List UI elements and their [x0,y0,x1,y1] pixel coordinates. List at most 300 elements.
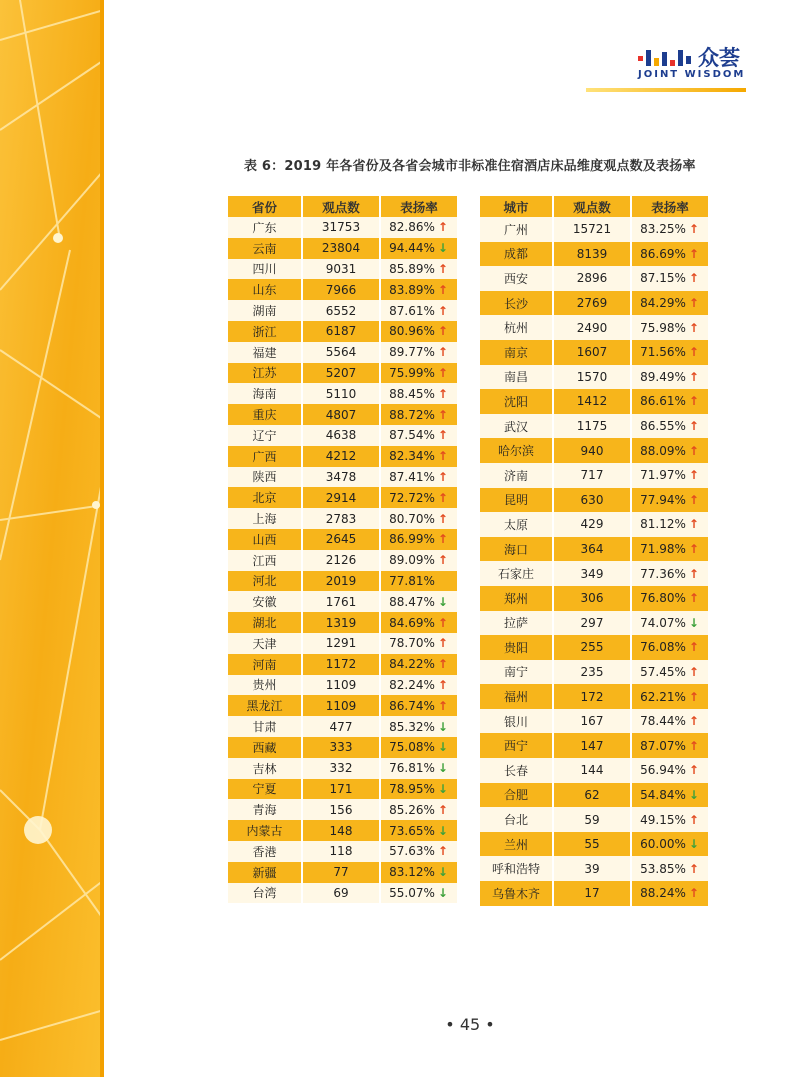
province-count-cell: 7966 [303,279,381,300]
province-row [228,259,457,280]
city-count-cell: 1570 [554,365,632,390]
city-row [480,832,708,857]
province-rate-cell [381,238,457,259]
province-rate-value: 57.63% [389,844,435,859]
province-name-cell: 山西 [228,529,303,550]
province-count-cell: 9031 [303,259,381,280]
arrow-up-icon: ↑ [688,468,699,483]
province-rate-cell [381,654,457,675]
city-count-cell: 15721 [554,217,632,242]
province-rate-cell [381,342,457,363]
city-count-cell: 17 [554,881,632,906]
province-row [228,300,457,321]
province-row [228,467,457,488]
city-row [480,488,708,513]
city-rate-cell [632,611,708,636]
city-header-name: 城市 [480,196,554,217]
arrow-up-icon: ↑ [437,698,448,713]
city-name-cell: 长沙 [480,291,554,316]
city-name-cell: 成都 [480,242,554,267]
province-name-cell: 西藏 [228,737,303,758]
arrow-up-icon: ↑ [437,303,448,318]
province-header-count: 观点数 [303,196,381,217]
arrow-up-icon: ↑ [688,763,699,778]
city-count-cell: 167 [554,709,632,734]
city-rate-value: 84.29% [640,296,686,311]
arrow-up-icon: ↑ [688,591,699,606]
arrow-up-icon: ↑ [437,532,448,547]
province-count-cell: 69 [303,883,381,904]
city-row [480,758,708,783]
province-name-cell: 广西 [228,446,303,467]
city-rate-value: 76.08% [640,640,686,655]
province-row [228,529,457,550]
province-row [228,342,457,363]
province-count-cell: 118 [303,841,381,862]
city-count-cell: 8139 [554,242,632,267]
province-name-cell: 宁夏 [228,779,303,800]
province-count-cell: 5207 [303,363,381,384]
province-rate-value: 82.34% [389,449,435,464]
arrow-up-icon: ↑ [688,443,699,458]
city-rate-cell [632,291,708,316]
province-name-cell: 河北 [228,571,303,592]
city-count-cell: 1175 [554,414,632,439]
city-rate-cell [632,783,708,808]
city-row [480,586,708,611]
city-name-cell: 合肥 [480,783,554,808]
province-row [228,321,457,342]
arrow-up-icon: ↑ [437,469,448,484]
city-count-cell: 235 [554,660,632,685]
province-rate-value: 88.47% [389,594,435,609]
province-name-cell: 云南 [228,238,303,259]
city-rate-cell [632,537,708,562]
province-count-cell: 171 [303,779,381,800]
province-rate-value: 75.99% [389,365,435,380]
province-count-cell: 1291 [303,633,381,654]
arrow-up-icon: ↑ [688,419,699,434]
arrow-up-icon: ↑ [688,271,699,286]
city-table [480,196,708,906]
province-rate-value: 84.69% [389,615,435,630]
province-rate-value: 89.77% [389,345,435,360]
province-count-cell: 1319 [303,612,381,633]
arrow-up-icon: ↑ [437,615,448,630]
city-rate-value: 60.00% [640,837,686,852]
city-row [480,537,708,562]
arrow-down-icon: ↓ [437,823,448,838]
province-row [228,799,457,820]
arrow-up-icon: ↑ [688,542,699,557]
city-name-cell: 哈尔滨 [480,438,554,463]
arrow-up-icon: ↑ [688,369,699,384]
city-rate-value: 87.15% [640,271,686,286]
province-count-cell: 4807 [303,404,381,425]
city-rate-value: 75.98% [640,320,686,335]
province-name-cell: 陕西 [228,467,303,488]
province-rate-cell [381,404,457,425]
arrow-up-icon: ↑ [688,492,699,507]
city-row [480,217,708,242]
city-name-cell: 银川 [480,709,554,734]
province-rate-value: 73.65% [389,823,435,838]
city-rate-value: 88.09% [640,443,686,458]
city-count-cell: 940 [554,438,632,463]
city-rate-cell [632,217,708,242]
city-rate-value: 76.80% [640,591,686,606]
city-rate-cell [632,733,708,758]
province-rate-value: 86.99% [389,532,435,547]
province-rate-cell [381,217,457,238]
city-rate-cell [632,414,708,439]
city-rate-value: 54.84% [640,787,686,802]
province-name-cell: 福建 [228,342,303,363]
arrow-up-icon: ↑ [688,296,699,311]
city-name-cell: 广州 [480,217,554,242]
city-rate-value: 83.25% [640,222,686,237]
city-rate-cell [632,463,708,488]
province-rate-value: 76.81% [389,761,435,776]
city-row [480,512,708,537]
province-rate-cell [381,675,457,696]
province-count-cell: 1761 [303,591,381,612]
province-rate-value: 83.12% [389,865,435,880]
city-count-cell: 364 [554,537,632,562]
province-row [228,675,457,696]
city-count-cell: 630 [554,488,632,513]
city-count-cell: 297 [554,611,632,636]
city-name-cell: 南宁 [480,660,554,685]
province-rate-value: 85.26% [389,802,435,817]
city-row [480,340,708,365]
arrow-up-icon: ↑ [437,428,448,443]
province-name-cell: 天津 [228,633,303,654]
city-rate-value: 86.55% [640,419,686,434]
arrow-up-icon: ↑ [688,246,699,261]
city-count-cell: 1607 [554,340,632,365]
city-rate-cell [632,315,708,340]
province-row [228,716,457,737]
city-rate-cell [632,586,708,611]
table-title: 表 6：2019 年各省份及各省会城市非标准住宿酒店床品维度观点数及表扬率 [244,159,696,174]
city-name-cell: 兰州 [480,832,554,857]
city-row [480,660,708,685]
arrow-up-icon: ↑ [437,261,448,276]
province-name-cell: 内蒙古 [228,820,303,841]
city-name-cell: 郑州 [480,586,554,611]
city-row [480,242,708,267]
arrow-down-icon: ↓ [437,740,448,755]
province-name-cell: 湖南 [228,300,303,321]
city-name-cell: 台北 [480,807,554,832]
province-rate-cell [381,279,457,300]
city-rate-value: 74.07% [640,615,686,630]
province-rate-value: 89.09% [389,553,435,568]
arrow-up-icon: ↑ [688,689,699,704]
province-rate-value: 72.72% [389,490,435,505]
province-name-cell: 甘肃 [228,716,303,737]
arrow-up-icon: ↑ [688,517,699,532]
city-header-rate: 表扬率 [632,196,708,217]
city-rate-value: 89.49% [640,369,686,384]
arrow-down-icon: ↓ [437,761,448,776]
city-rate-value: 88.24% [640,886,686,901]
city-name-cell: 乌鲁木齐 [480,881,554,906]
province-row [228,758,457,779]
province-rate-cell [381,612,457,633]
province-row [228,883,457,904]
arrow-up-icon: ↑ [437,511,448,526]
province-count-cell: 148 [303,820,381,841]
province-row [228,238,457,259]
arrow-up-icon: ↑ [437,802,448,817]
province-count-cell: 77 [303,862,381,883]
province-count-cell: 23804 [303,238,381,259]
city-row [480,463,708,488]
city-row [480,611,708,636]
city-rate-cell [632,561,708,586]
city-rate-value: 71.56% [640,345,686,360]
province-rate-value: 82.24% [389,677,435,692]
arrow-up-icon: ↑ [437,636,448,651]
logo-english-text: JOINT WISDOM [638,69,746,80]
city-rate-value: 86.69% [640,246,686,261]
decorative-sidebar [0,0,104,1077]
province-rate-value: 88.45% [389,386,435,401]
province-rate-value: 55.07% [389,885,435,900]
sidebar-pattern [0,0,104,1077]
city-count-cell: 2896 [554,266,632,291]
arrow-up-icon: ↑ [437,220,448,235]
province-rate-value: 86.74% [389,698,435,713]
city-row [480,266,708,291]
arrow-down-icon: ↓ [437,719,448,734]
province-count-cell: 156 [303,799,381,820]
province-table-header [228,196,457,217]
province-name-cell: 青海 [228,799,303,820]
city-name-cell: 杭州 [480,315,554,340]
arrow-up-icon: ↑ [437,657,448,672]
brand-logo [636,42,746,92]
province-count-cell: 2019 [303,571,381,592]
province-header-rate: 表扬率 [381,196,457,217]
province-rate-value: 88.72% [389,407,435,422]
province-rate-cell [381,259,457,280]
city-rate-value: 87.07% [640,738,686,753]
province-count-cell: 5564 [303,342,381,363]
city-rate-value: 71.97% [640,468,686,483]
city-name-cell: 太原 [480,512,554,537]
arrow-up-icon: ↑ [688,886,699,901]
province-rate-value: 75.08% [389,740,435,755]
city-rate-value: 49.15% [640,812,686,827]
city-name-cell: 西宁 [480,733,554,758]
city-name-cell: 沈阳 [480,389,554,414]
city-name-cell: 南昌 [480,365,554,390]
province-row [228,217,457,238]
city-name-cell: 武汉 [480,414,554,439]
city-name-cell: 拉萨 [480,611,554,636]
city-row [480,438,708,463]
city-name-cell: 长春 [480,758,554,783]
city-rate-cell [632,684,708,709]
province-row [228,487,457,508]
province-rate-cell [381,820,457,841]
province-rate-value: 85.32% [389,719,435,734]
province-row [228,695,457,716]
arrow-down-icon: ↓ [437,885,448,900]
province-name-cell: 黑龙江 [228,695,303,716]
province-count-cell: 2645 [303,529,381,550]
city-name-cell: 石家庄 [480,561,554,586]
logo-bars-icon [636,48,696,68]
province-rate-value: 82.86% [389,220,435,235]
province-rate-value: 78.95% [389,781,435,796]
province-rate-cell [381,321,457,342]
province-rate-cell [381,695,457,716]
province-count-cell: 2783 [303,508,381,529]
arrow-down-icon: ↓ [437,865,448,880]
city-row [480,709,708,734]
province-rate-cell [381,591,457,612]
province-name-cell: 河南 [228,654,303,675]
city-row [480,291,708,316]
arrow-up-icon: ↑ [688,640,699,655]
city-name-cell: 西安 [480,266,554,291]
city-row [480,365,708,390]
city-rate-cell [632,389,708,414]
province-name-cell: 山东 [228,279,303,300]
arrow-up-icon: ↑ [437,365,448,380]
province-count-cell: 4638 [303,425,381,446]
province-rate-cell [381,799,457,820]
province-rate-cell [381,300,457,321]
arrow-up-icon: ↑ [688,861,699,876]
city-name-cell: 贵阳 [480,635,554,660]
province-count-cell: 31753 [303,217,381,238]
city-row [480,389,708,414]
province-rate-value: 87.41% [389,469,435,484]
province-name-cell: 广东 [228,217,303,238]
province-row [228,363,457,384]
province-rate-value: 87.54% [389,428,435,443]
city-row [480,315,708,340]
province-name-cell: 安徽 [228,591,303,612]
city-row [480,684,708,709]
city-rate-value: 86.61% [640,394,686,409]
province-rate-value: 84.22% [389,657,435,672]
province-row [228,571,457,592]
arrow-up-icon: ↑ [437,282,448,297]
province-row [228,425,457,446]
province-row [228,591,457,612]
province-rate-cell [381,779,457,800]
province-rate-cell [381,425,457,446]
city-count-cell: 349 [554,561,632,586]
page-number: • 45 • [445,1015,495,1034]
city-count-cell: 39 [554,856,632,881]
province-name-cell: 辽宁 [228,425,303,446]
province-count-cell: 2126 [303,550,381,571]
city-rate-value: 81.12% [640,517,686,532]
province-rate-value: 80.96% [389,324,435,339]
city-rate-cell [632,832,708,857]
arrow-down-icon: ↓ [437,594,448,609]
province-row [228,508,457,529]
province-count-cell: 3478 [303,467,381,488]
city-name-cell: 海口 [480,537,554,562]
province-rate-cell [381,550,457,571]
province-row [228,779,457,800]
province-row [228,383,457,404]
city-rate-value: 53.85% [640,861,686,876]
province-name-cell: 海南 [228,383,303,404]
city-rate-cell [632,438,708,463]
city-rate-value: 62.21% [640,689,686,704]
province-row [228,737,457,758]
city-count-cell: 1412 [554,389,632,414]
province-row [228,550,457,571]
city-row [480,414,708,439]
province-name-cell: 浙江 [228,321,303,342]
province-name-cell: 江苏 [228,363,303,384]
city-rate-cell [632,365,708,390]
city-row [480,783,708,808]
province-rate-value: 85.89% [389,261,435,276]
arrow-down-icon: ↓ [437,781,448,796]
city-rate-cell [632,635,708,660]
city-count-cell: 62 [554,783,632,808]
province-name-cell: 新疆 [228,862,303,883]
province-rate-value: 94.44% [389,241,435,256]
province-count-cell: 6187 [303,321,381,342]
logo-chinese-text: 众荟 [698,46,740,70]
province-rate-cell [381,737,457,758]
city-count-cell: 172 [554,684,632,709]
province-rate-cell [381,383,457,404]
header-rule [586,88,746,92]
province-rate-cell [381,571,457,592]
city-count-cell: 144 [554,758,632,783]
province-name-cell: 台湾 [228,883,303,904]
province-name-cell: 四川 [228,259,303,280]
arrow-up-icon: ↑ [688,320,699,335]
city-row [480,856,708,881]
city-rate-value: 71.98% [640,542,686,557]
city-rate-cell [632,488,708,513]
city-rate-cell [632,709,708,734]
province-rate-cell [381,883,457,904]
city-rate-cell [632,340,708,365]
province-header-name: 省份 [228,196,303,217]
province-rate-cell [381,841,457,862]
arrow-down-icon: ↓ [688,615,699,630]
city-rate-cell [632,758,708,783]
city-row [480,635,708,660]
province-row [228,862,457,883]
province-rate-cell [381,758,457,779]
city-count-cell: 59 [554,807,632,832]
city-header-count: 观点数 [554,196,632,217]
province-name-cell: 香港 [228,841,303,862]
province-name-cell: 贵州 [228,675,303,696]
city-count-cell: 429 [554,512,632,537]
province-rate-value: 78.70% [389,636,435,651]
province-rate-cell [381,633,457,654]
city-name-cell: 福州 [480,684,554,709]
arrow-up-icon: ↑ [437,345,448,360]
